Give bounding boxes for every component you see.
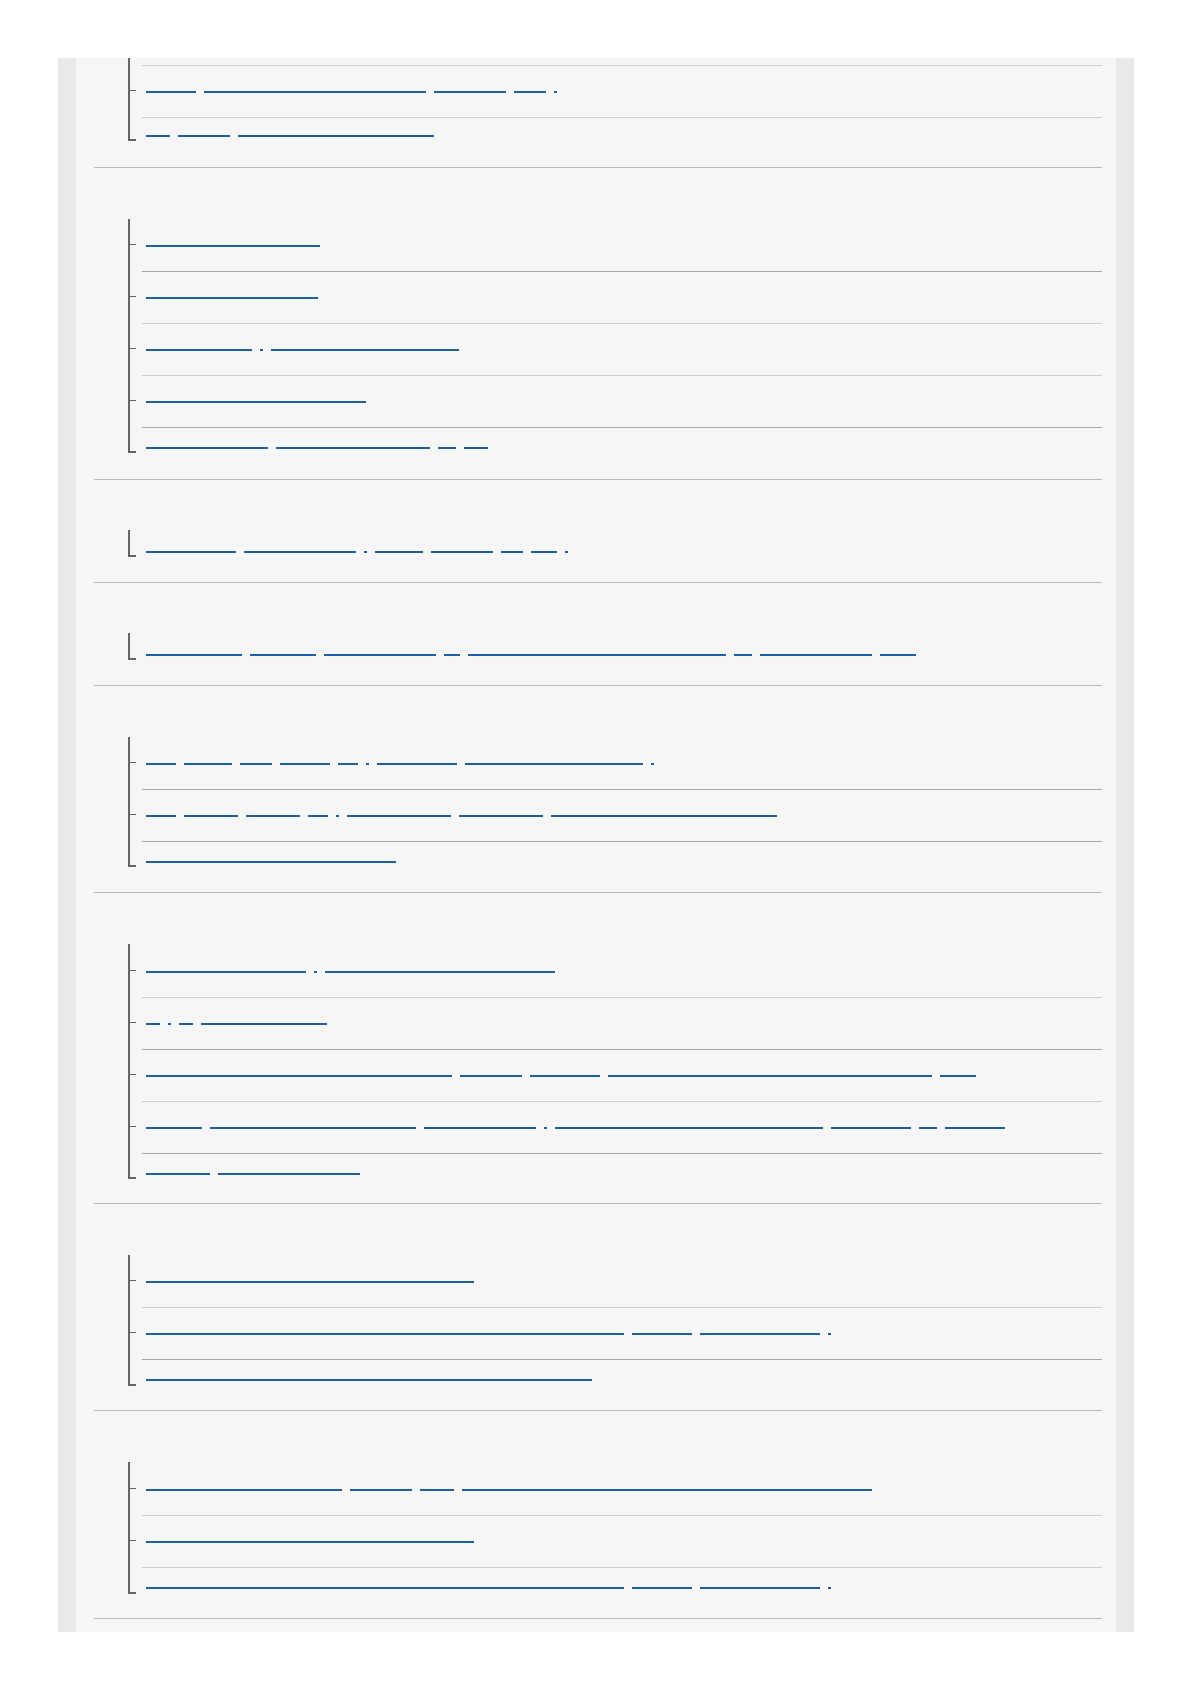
tree-tick bbox=[128, 814, 136, 815]
tree-tick bbox=[128, 1488, 136, 1489]
tree-tick bbox=[128, 970, 136, 971]
link-underline bbox=[146, 960, 563, 974]
tree-tick bbox=[128, 1126, 136, 1127]
toc-item[interactable] bbox=[128, 1102, 1102, 1154]
section-separator bbox=[94, 1203, 1102, 1204]
tree-corner bbox=[128, 1177, 136, 1179]
tree-corner bbox=[128, 451, 136, 453]
tree-tick bbox=[128, 348, 136, 349]
toc-item[interactable] bbox=[128, 116, 1102, 140]
toc-item[interactable] bbox=[128, 324, 1102, 376]
link-underline bbox=[146, 1116, 1013, 1130]
link-underline bbox=[146, 804, 785, 818]
link-underline bbox=[146, 286, 326, 300]
tree-tick bbox=[128, 296, 136, 297]
section-separator bbox=[94, 685, 1102, 686]
link-underline bbox=[146, 1368, 600, 1382]
link-underline bbox=[146, 643, 924, 657]
toc-item[interactable] bbox=[128, 635, 1102, 659]
link-underline bbox=[146, 1064, 984, 1078]
link-underline bbox=[146, 1162, 368, 1176]
toc-item[interactable] bbox=[128, 1308, 1102, 1360]
link-underline bbox=[146, 338, 467, 352]
tree-tick bbox=[128, 1074, 136, 1075]
toc-item[interactable] bbox=[128, 1256, 1102, 1308]
tree-corner bbox=[128, 555, 136, 557]
section-separator bbox=[94, 1618, 1102, 1619]
link-underline bbox=[146, 436, 496, 450]
link-underline bbox=[146, 1270, 482, 1284]
tree-corner bbox=[128, 139, 136, 141]
link-underline bbox=[146, 540, 576, 554]
link-underline bbox=[146, 752, 662, 766]
link-underline bbox=[146, 1478, 880, 1492]
section-separator bbox=[94, 582, 1102, 583]
link-underline bbox=[146, 1012, 335, 1026]
link-underline bbox=[146, 234, 328, 248]
toc-item[interactable] bbox=[128, 842, 1102, 866]
link-underline bbox=[146, 850, 404, 864]
tree-tick bbox=[128, 762, 136, 763]
toc-item[interactable] bbox=[128, 998, 1102, 1050]
link-underline bbox=[146, 124, 442, 138]
section-separator bbox=[94, 167, 1102, 168]
link-underline bbox=[146, 80, 565, 94]
tree-corner bbox=[128, 865, 136, 867]
toc-item[interactable] bbox=[128, 1154, 1102, 1178]
tree-tick bbox=[128, 400, 136, 401]
tree-tick bbox=[128, 1332, 136, 1333]
tree-tick bbox=[128, 90, 136, 91]
toc-item[interactable] bbox=[128, 376, 1102, 428]
link-underline bbox=[146, 390, 374, 404]
tree-tick bbox=[128, 1280, 136, 1281]
tree-corner bbox=[128, 1592, 136, 1594]
section-separator bbox=[94, 479, 1102, 480]
toc-item[interactable] bbox=[128, 1516, 1102, 1568]
tree-tick bbox=[128, 1540, 136, 1541]
link-underline bbox=[146, 1530, 482, 1544]
toc-item[interactable] bbox=[128, 1568, 1102, 1592]
tree-corner bbox=[128, 1384, 136, 1386]
toc-item[interactable] bbox=[128, 272, 1102, 324]
toc-item[interactable] bbox=[128, 1360, 1102, 1384]
toc-item[interactable] bbox=[128, 946, 1102, 998]
toc-item[interactable] bbox=[128, 738, 1102, 790]
toc-item[interactable] bbox=[128, 790, 1102, 842]
tree-tick bbox=[128, 1022, 136, 1023]
section-separator bbox=[94, 892, 1102, 893]
toc-item[interactable] bbox=[128, 66, 1102, 118]
section-separator bbox=[94, 1410, 1102, 1411]
toc-item[interactable] bbox=[128, 220, 1102, 272]
toc-item[interactable] bbox=[128, 1050, 1102, 1102]
toc-item[interactable] bbox=[128, 1464, 1102, 1516]
toc-item[interactable] bbox=[128, 428, 1102, 452]
link-underline bbox=[146, 1576, 839, 1590]
tree-tick bbox=[128, 244, 136, 245]
tree-corner bbox=[128, 658, 136, 660]
toc-item[interactable] bbox=[128, 532, 1102, 556]
toc-item[interactable] bbox=[128, 14, 1102, 66]
link-underline bbox=[146, 1322, 839, 1336]
